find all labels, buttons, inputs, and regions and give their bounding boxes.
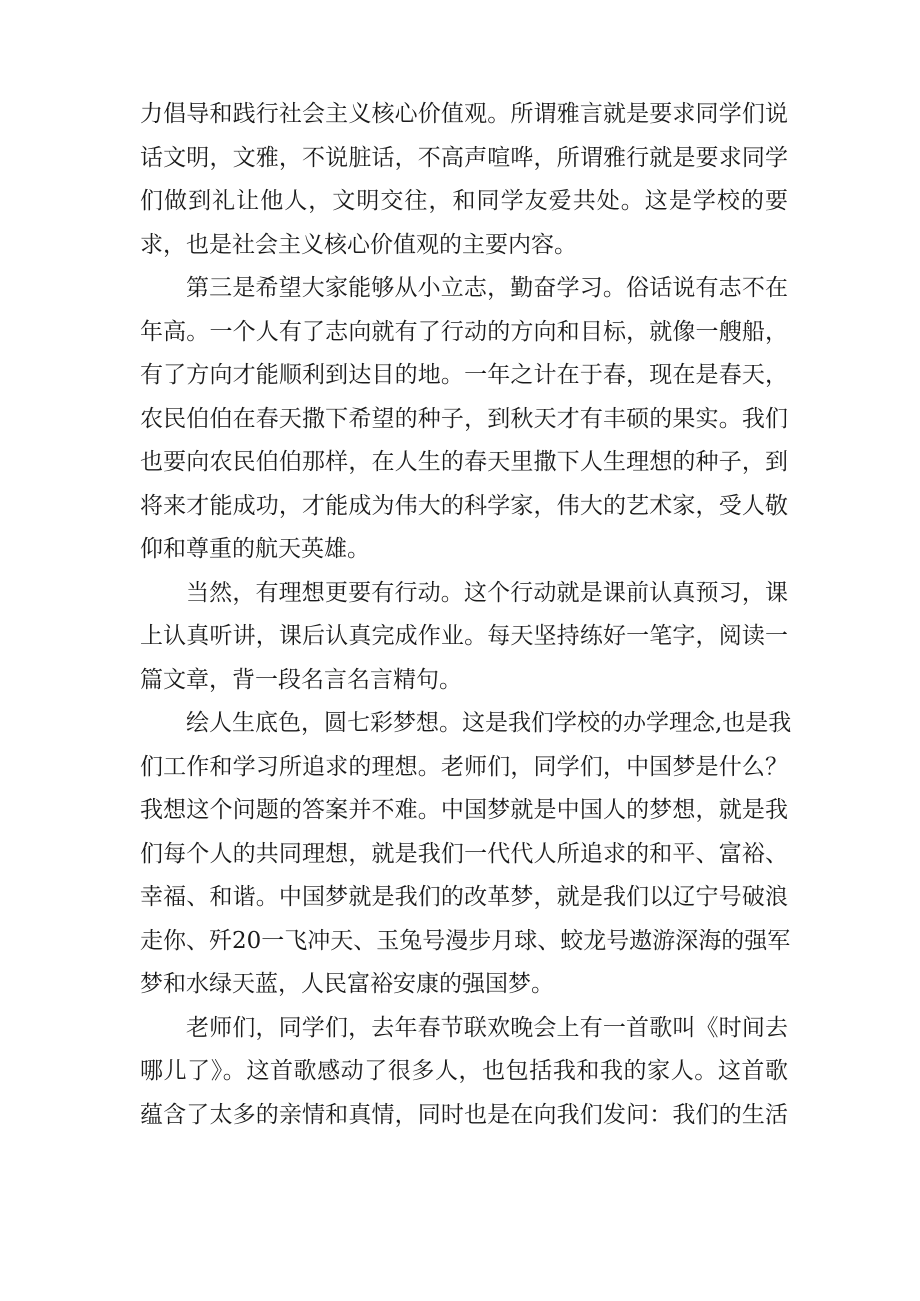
paragraph-values [140, 93, 788, 267]
text-line: 话文明，文雅，不说脏话，不高声喧哗，所谓雅行就是要求同学 [140, 144, 788, 171]
paragraph-song [140, 1007, 788, 1138]
text-line: 们做到礼让他人，文明交往，和同学友爱共处。这是学校的要 [140, 188, 788, 214]
text-line: 农民伯伯在春天撒下希望的种子，到秋天才有丰硕的果实。我们 [140, 405, 788, 432]
text-line: 力倡导和践行社会主义核心价值观。所谓雅言就是要求同学们说 [140, 101, 788, 127]
text-line: 求，也是社会主义核心价值观的主要内容。 [140, 231, 577, 258]
text-line: 将来才能成功，才能成为伟大的科学家，伟大的艺术家，受人敬 [140, 492, 788, 519]
text-line: 年高。一个人有了志向就有了行动的方向和目标，就像一艘船， [140, 318, 788, 345]
text-line: 我想这个问题的答案并不难。中国梦就是中国人的梦想，就是我 [140, 797, 788, 823]
text-line: 们工作和学习所追求的理想。老师们，同学们，中国梦是什么？ [140, 753, 788, 780]
text-line: 第三是希望大家能够从小立志，勤奋学习。俗话说有志不在 [186, 275, 788, 301]
paragraph-aspiration [140, 267, 788, 572]
text-line: 们每个人的共同理想，就是我们一代代人所追求的和平、富裕、 [140, 840, 788, 867]
text-line: 篇文章，背一段名言名言精句。 [140, 666, 462, 693]
text-line: 也要向农民伯伯那样，在人生的春天里撒下人生理想的种子，到 [140, 449, 788, 475]
text-line: 梦和水绿天蓝，人民富裕安康的强国梦。 [140, 971, 554, 997]
text-line: 有了方向才能顺利到达目的地。一年之计在于春，现在是春天， [140, 362, 788, 388]
text-line: 上认真听讲，课后认真完成作业。每天坚持练好一笔字，阅读一 [140, 623, 788, 649]
text-line: 蕴含了太多的亲情和真情，同时也是在向我们发问：我们的生活 [140, 1101, 788, 1128]
text-line: 幸福、和谐。中国梦就是我们的改革梦，就是我们以辽宁号破浪 [140, 884, 788, 910]
body-text [140, 93, 792, 1137]
text-line: 绘人生底色，圆七彩梦想。这是我们学校的办学理念,也是我 [186, 710, 792, 736]
text-line: 老师们，同学们，去年春节联欢晚会上有一首歌叫《时间去 [186, 1014, 788, 1041]
paragraph-action [140, 572, 788, 703]
text-line: 哪儿了》。这首歌感动了很多人，也包括我和我的家人。这首歌 [140, 1058, 788, 1084]
paragraph-china-dream [140, 702, 792, 1007]
text-line: 走你、歼20一飞冲天、玉兔号漫步月球、蛟龙号遨游深海的强军 [140, 927, 791, 954]
text-line: 当然，有理想更要有行动。这个行动就是课前认真预习，课 [186, 579, 788, 606]
text-line: 仰和尊重的航天英雄。 [140, 536, 370, 562]
